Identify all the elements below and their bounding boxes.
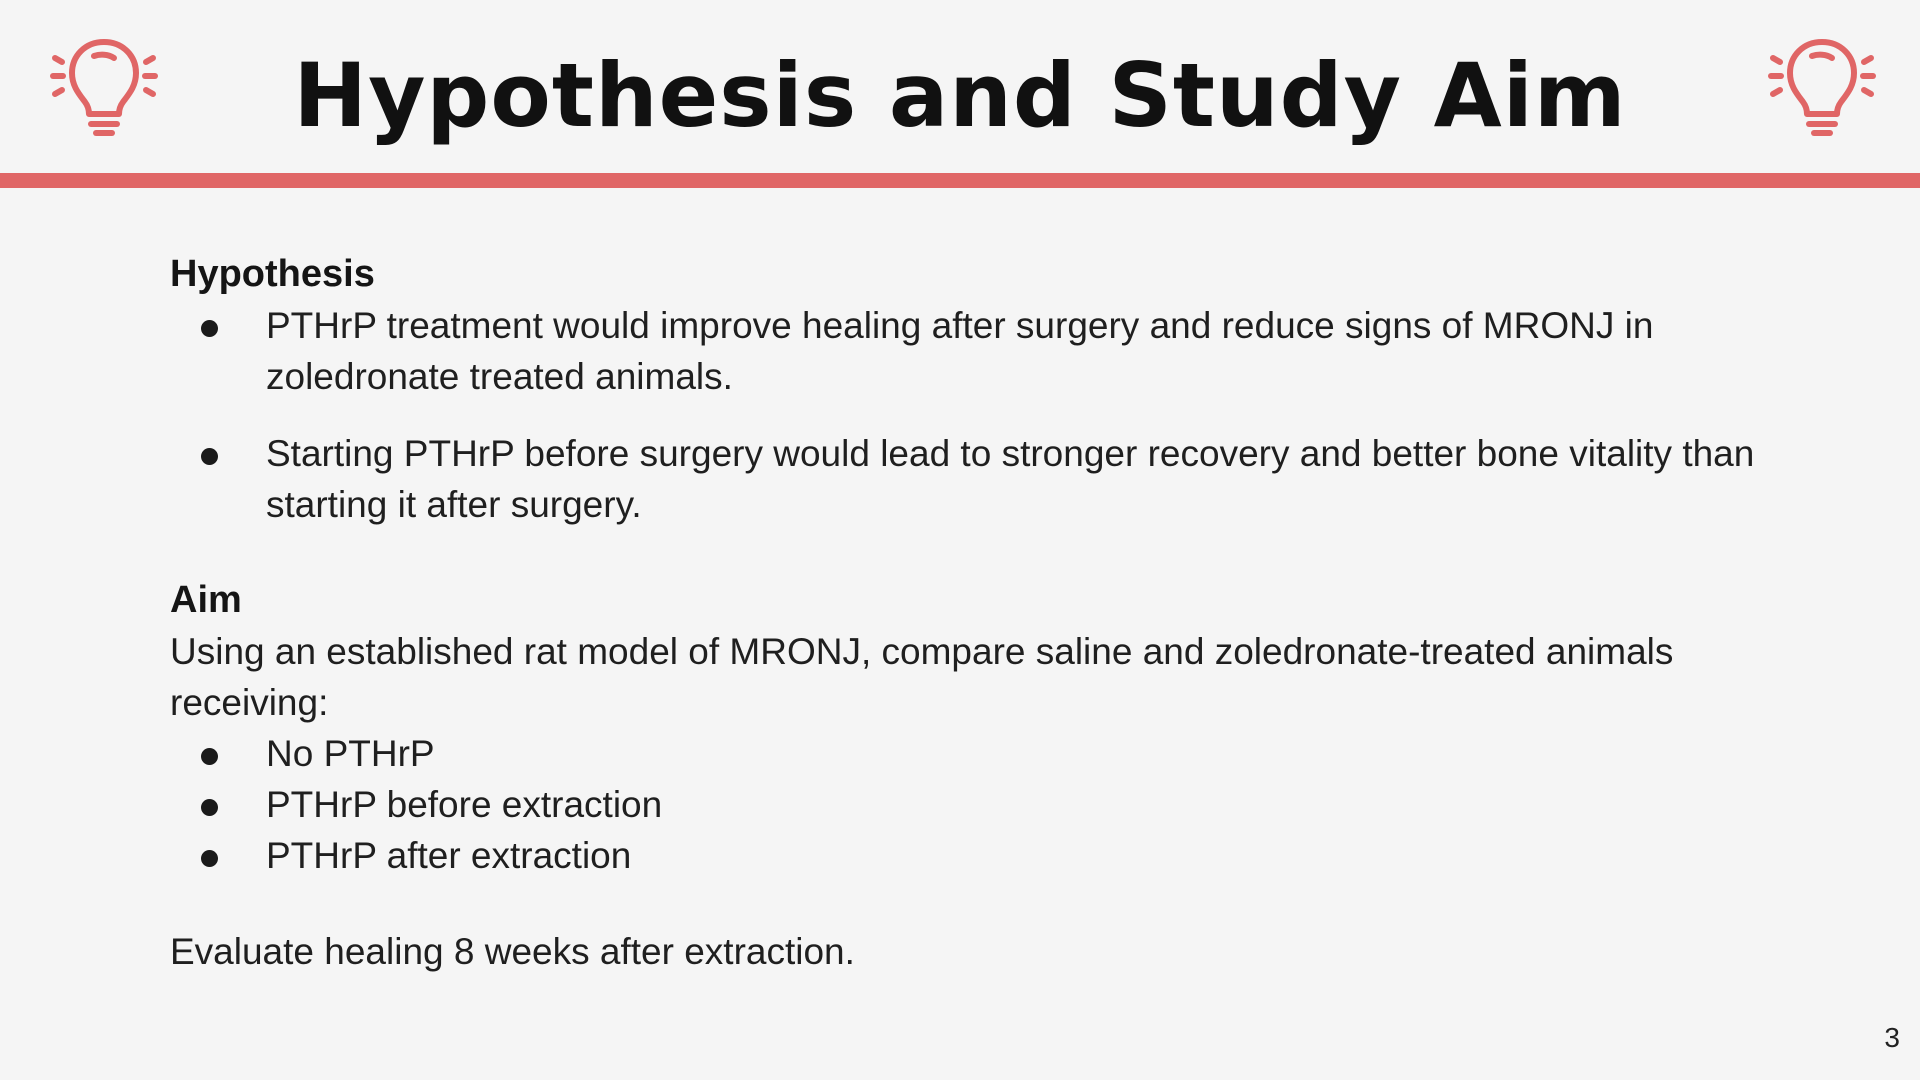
bullet-icon xyxy=(201,850,218,867)
list-item xyxy=(170,779,1770,830)
list-item xyxy=(170,830,1770,881)
aim-list xyxy=(170,728,1770,881)
list-item xyxy=(170,728,1770,779)
page-number: 3 xyxy=(1884,1022,1900,1053)
aim-bullet-text: No PTHrP xyxy=(266,733,435,774)
list-item xyxy=(170,300,1770,402)
list-item xyxy=(170,428,1770,530)
aim-bullet-text: PTHrP after extraction xyxy=(266,835,632,876)
aim-intro: Using an established rat model of MRONJ, compare saline and zoledronate-treated animals receiving: xyxy=(170,631,1674,723)
hypothesis-list xyxy=(170,300,1770,530)
bullet-icon xyxy=(201,799,218,816)
hypothesis-bullet-text: Starting PTHrP before surgery would lead to stronger recovery and better bone vitality than starting it after surgery. xyxy=(266,433,1755,525)
slide-body xyxy=(170,248,1770,977)
bullet-icon xyxy=(201,748,218,765)
bullet-icon xyxy=(201,448,218,465)
lightbulb-icon xyxy=(1766,28,1878,140)
hypothesis-heading: Hypothesis xyxy=(170,253,375,295)
aim-heading: Aim xyxy=(170,579,242,621)
aim-bullet-text: PTHrP before extraction xyxy=(266,784,663,825)
slide-title: Hypothesis and Study Aim xyxy=(293,44,1627,147)
aim-closing: Evaluate healing 8 weeks after extraction. xyxy=(170,931,855,972)
title-divider xyxy=(0,173,1920,188)
bullet-icon xyxy=(201,320,218,337)
hypothesis-bullet-text: PTHrP treatment would improve healing after surgery and reduce signs of MRONJ in zoledronate treated animals. xyxy=(266,305,1654,397)
